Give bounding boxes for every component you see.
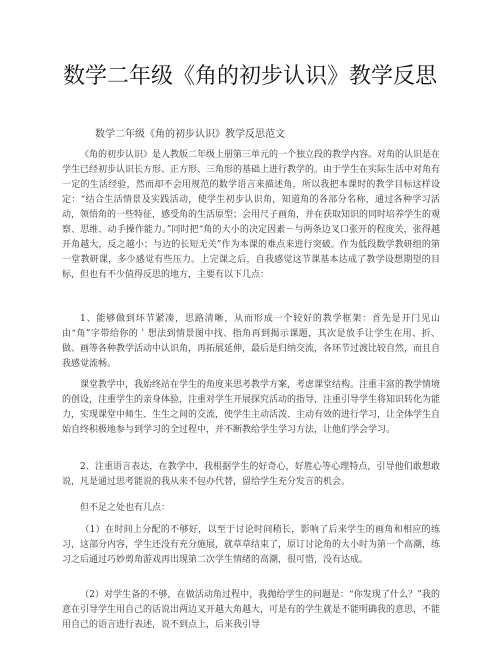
paragraph-point-1 [62,312,440,372]
paragraph-text: （2）对学生备的不够，在做活动角过程中，我抛给学生的问题是：“你发现了什么？”我的意在引导学生用自己的话说出两边叉开越大角越大，可是有的学生就是不能明确我的意思，不能用自己的语言进行表述，说不到点上，后来我引导 [62,590,441,630]
paragraph-text: 《角的初步认识》是人教版二年级上册第三单元的一个独立段的教学内容。对角的认识是在学生已经初步认识长方形、正方形、三角形的基础上进行教学的。由于学生在实际生活中对角有一定的生活经验，然而却不会用规范的数学语言来描述角，所以我把本课时的教学目标这样设定：“结合生活情景及实践活动，使学生初步认识角，知道角的各部分名称，通过各种学习活动，领悟角的一些特征，感受角的生活原型；会用尺子画角，并在获取知识的同时培养学生的观察、思维、动手操作能力。”同时把“角的大小的决定因素－与两条边叉口张开的程度关，张得越开角越大，反之越小；与边的长短无关”作为本课的难点来进行突破。作为低段数学教研组的第一堂教研课，多少感觉有些压力。上完课之后，自我感觉这节课基本达成了教学设想期望的目标，但也有不少值得反思的地方，主要有以下几点： [62,150,441,280]
paragraph-shortcoming-1 [62,523,440,568]
paragraph-point-2 [62,460,440,490]
paragraph-classroom [62,378,440,438]
paragraph-text: 但不足之处也有几点： [80,503,171,513]
paragraph-text: 2、注重语言表达，在教学中，我根据学生的好奇心，好胜心等心理特点，引导他们敢想敢说，凡是通过思考能说的我从来不包办代替，留给学生充分发言的机会。 [62,462,440,487]
paragraph-intro [62,148,440,283]
paragraph-text: 课堂教学中，我始终站在学生的角度来思考教学方案，考虑课堂结构。注重丰富的教学情境的创设，注重学生的亲身体验，注重对学生开展探究活动的指导，注重引导学生将知识转化为能力，实现课堂中师生、生生之间的交流，使学生主动活泼、主动有效的进行学习，让全体学生自始自终积极地参与到学习的全过程中，并不断教给学生学习方法，让他们学会学习。 [62,380,441,435]
paragraph-shortcoming-2 [62,588,440,633]
paragraph-text: （1）在时间上分配的不够好，以至于讨论时间稍长，影响了后来学生的画角和相应的练习，这部分内容，学生还没有充分施展，就草草结束了，原订讨论角的大小时为第一个高潮，练习之后通过巧妙剪角游戏再出现第二次学生情绪的高潮，很可惜，没有达成。 [62,525,441,565]
page-subtitle: 数学二年级《角的初步认识》教学反思范文 [95,129,285,140]
paragraph-text: 1、能够做到环节紧凑，思路清晰，从而形成一个较好的教学框架：首先是开门见山由“角”字带给你的＇想法到情景图中找、指角再到揭示课题，其次是放手让学生在用、折、做、画等各种教学活动中认识角，再拓展延伸，最后是归纳交流，各环节过渡比较自然，而且自我感觉流畅。 [62,314,441,369]
paragraph-shortcomings-heading [62,501,440,516]
page-title: 数学二年级《角的初步认识》教学反思 [62,64,437,89]
